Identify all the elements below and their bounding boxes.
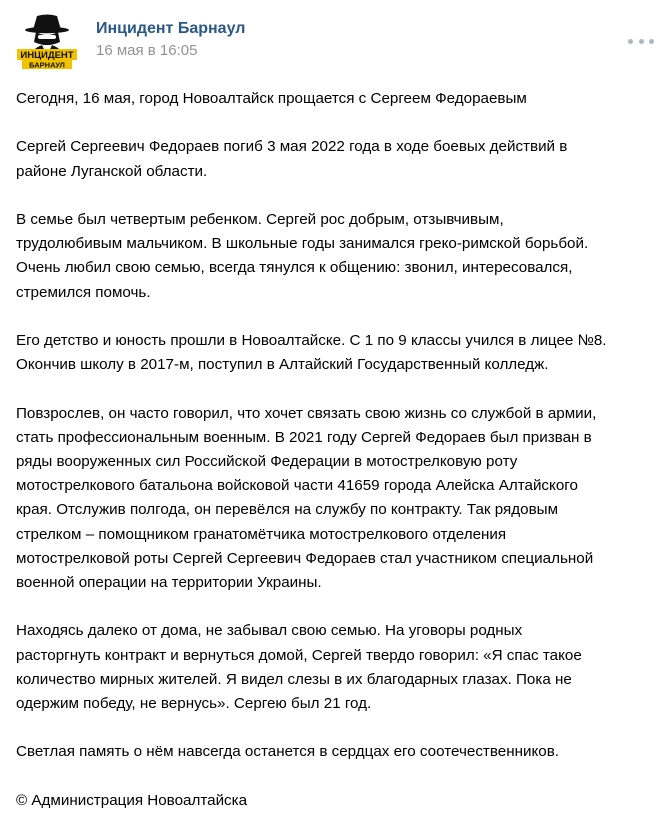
avatar-line2: БАРНАУЛ bbox=[29, 60, 65, 70]
post-paragraph bbox=[16, 740, 656, 764]
text-line: Очень любил свою семью, всегда тянулся к общению: звонил, интересовался, bbox=[16, 259, 573, 277]
text-line: Повзрослев, он часто говорил, что хочет связать свою жизнь со службой в армии, bbox=[16, 404, 597, 422]
text-line: края. Отслужив полгода, он перевёлся на службу по контракту. Так рядовым bbox=[16, 501, 559, 519]
text-line: районе Луганской области. bbox=[16, 162, 208, 180]
text-line: стать профессиональным военным. В 2021 году Сергей Федораев был призван в bbox=[16, 428, 592, 446]
post-paragraph bbox=[16, 789, 656, 813]
text-line: мотострелкового батальона войсковой части 41659 города Алейска Алтайского bbox=[16, 477, 578, 495]
text-line: мотострелковой роты Сергей Сергеевич Федораев стал участником специальной bbox=[16, 549, 594, 567]
text-line: Находясь далеко от дома, не забывал свою семью. На уговоры родных bbox=[16, 622, 523, 640]
text-line: Светлая память о нём навсегда останется в сердцах его соотечественников. bbox=[16, 743, 560, 761]
author-name[interactable]: Инцидент Барнаул bbox=[96, 20, 246, 37]
spy-hat-icon bbox=[14, 8, 80, 74]
text-line: стрелком – помощником гранатомётчика мотострелкового отделения bbox=[16, 525, 507, 543]
text-line: ряды вооруженных сил Российской Федерации в мотострелковую роту bbox=[16, 452, 518, 470]
text-line: В семье был четвертым ребенком. Сергей рос добрым, отзывчивым, bbox=[16, 210, 504, 228]
text-line: © Администрация Новоалтайска bbox=[16, 791, 248, 809]
more-dot bbox=[639, 39, 644, 44]
post-paragraph bbox=[16, 402, 656, 596]
post-paragraph bbox=[16, 87, 656, 111]
text-line: стремился помочь. bbox=[16, 283, 151, 301]
text-line: расторгнуть контракт и вернуться домой, Сергей твердо говорил: «Я спас такое bbox=[16, 646, 582, 664]
more-dot bbox=[649, 39, 654, 44]
text-line: Его детство и юность прошли в Новоалтайске. С 1 по 9 классы учился в лицее №8. bbox=[16, 331, 607, 349]
post-text bbox=[16, 87, 656, 813]
post-paragraph bbox=[16, 619, 656, 716]
text-line: Сергей Сергеевич Федораев погиб 3 мая 2022 года в ходе боевых действий в bbox=[16, 138, 568, 156]
avatar[interactable] bbox=[14, 8, 80, 74]
text-line: военной операции на территории Украины. bbox=[16, 574, 322, 591]
post-header bbox=[14, 8, 654, 78]
post-paragraph bbox=[16, 329, 656, 377]
more-options-icon[interactable] bbox=[628, 34, 654, 48]
text-line: одержим победу, не вернусь». Сергею был 21 год. bbox=[16, 695, 372, 712]
more-dot bbox=[628, 39, 633, 44]
text-line: Сегодня, 16 мая, город Новоалтайск прощается с Сергеем Федораевым bbox=[16, 90, 527, 107]
avatar-line1: ИНЦИДЕНТ bbox=[20, 50, 74, 61]
post-paragraph bbox=[16, 208, 656, 305]
text-line: количество мирных жителей. Я видел слезы в их благодарных глазах. Пока не bbox=[16, 670, 572, 688]
post-date[interactable]: 16 мая в 16:05 bbox=[96, 42, 198, 59]
text-line: трудолюбивым мальчиком. В школьные годы занимался греко-римской борьбой. bbox=[16, 235, 589, 253]
text-line: Окончив школу в 2017-м, поступил в Алтайский Государственный колледж. bbox=[16, 356, 549, 374]
post-paragraph bbox=[16, 135, 656, 183]
